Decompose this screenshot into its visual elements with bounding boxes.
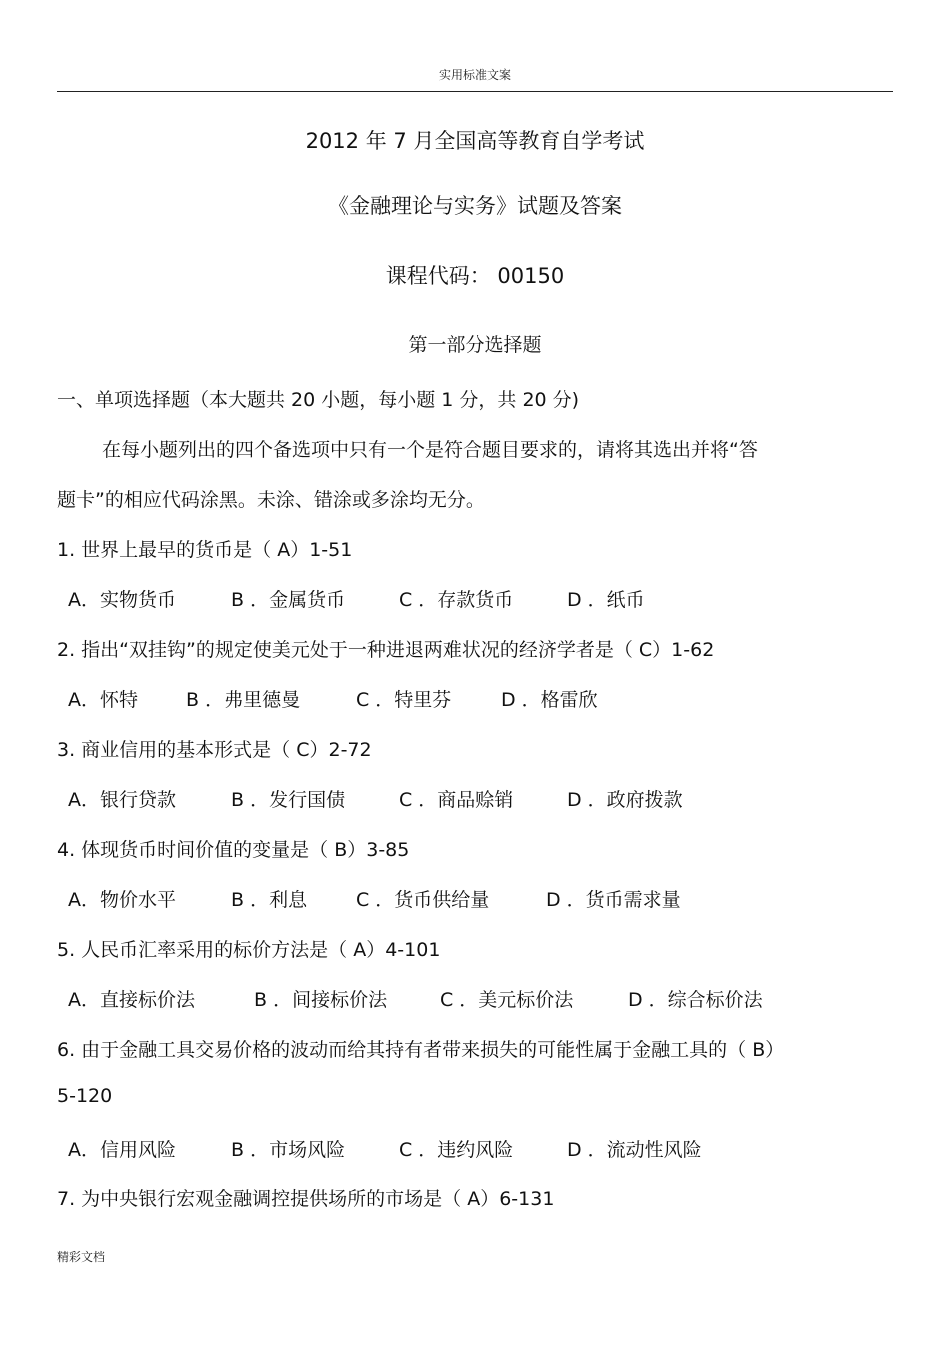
question-stem: 7. 为中央银行宏观金融调控提供场所的市场是（ A）6-131 [57,1188,555,1210]
question-stem: 3. 商业信用的基本形式是（ C）2-72 [57,739,372,761]
option: C ．存款货币 [399,589,514,611]
option: D ．纸币 [567,589,645,611]
question-options [68,685,598,712]
question-stem: 1. 世界上最早的货币是（ A）1-51 [57,539,353,561]
option: B ．弗里德曼 [186,689,301,711]
question-options [68,885,681,912]
option: A．怀特 [68,689,138,711]
option: D ．综合标价法 [628,989,763,1011]
question-stem: 2. 指出“双挂钩”的规定使美元处于一种进退两难状况的经济学者是（ C）1-62 [57,639,715,661]
question-stem-continued: 5-120 [57,1085,113,1107]
option: C ．货币供给量 [356,889,490,911]
page-header: 实用标准文案 [438,68,511,82]
option: A．直接标价法 [68,989,195,1011]
option: D ．流动性风险 [567,1139,702,1161]
option: A．物价水平 [68,889,176,911]
option: D ．货币需求量 [546,889,681,911]
option: C ．商品赊销 [399,789,514,811]
option: B ．金属货币 [231,589,346,611]
question-options [68,785,683,812]
option: D ．政府拨款 [567,789,683,811]
exam-title: 2012 年 7 月全国高等教育自学考试 [305,129,645,153]
option: A．信用风险 [68,1139,176,1161]
option: C ．特里芬 [356,689,452,711]
option: A．实物货币 [68,589,176,611]
option: B ．市场风险 [231,1139,346,1161]
option: B ．发行国债 [231,789,346,811]
part-heading: 一、单项选择题（本大题共 20 小题，每小题 1 分，共 20 分) [57,389,580,411]
question-options [68,985,763,1012]
option: B ．间接标价法 [254,989,388,1011]
instructions-line-1: 在每小题列出的四个备选项中只有一个是符合题目要求的，请将其选出并将“答 [102,439,758,461]
option: C ．美元标价法 [440,989,574,1011]
question-options [68,1135,702,1162]
option: C ．违约风险 [399,1139,514,1161]
subject-title: 《金融理论与实务》试题及答案 [328,194,622,218]
page-footer: 精彩文档 [57,1250,106,1264]
question-stem: 4. 体现货币时间价值的变量是（ B）3-85 [57,839,410,861]
question-stem: 6. 由于金融工具交易价格的波动而给其持有者带来损失的可能性属于金融工具的（ B） [57,1039,785,1061]
header-divider [57,91,893,92]
question-stem: 5. 人民币汇率采用的标价方法是（ A）4-101 [57,939,441,961]
option: D ．格雷欣 [501,689,598,711]
section-title: 第一部分选择题 [408,334,542,356]
question-options [68,585,645,612]
option: B ．利息 [231,889,308,911]
instructions-line-2: 题卡”的相应代码涂黑。未涂、错涂或多涂均无分。 [57,489,485,511]
course-code: 课程代码： 00150 [385,264,565,288]
option: A．银行贷款 [68,789,176,811]
